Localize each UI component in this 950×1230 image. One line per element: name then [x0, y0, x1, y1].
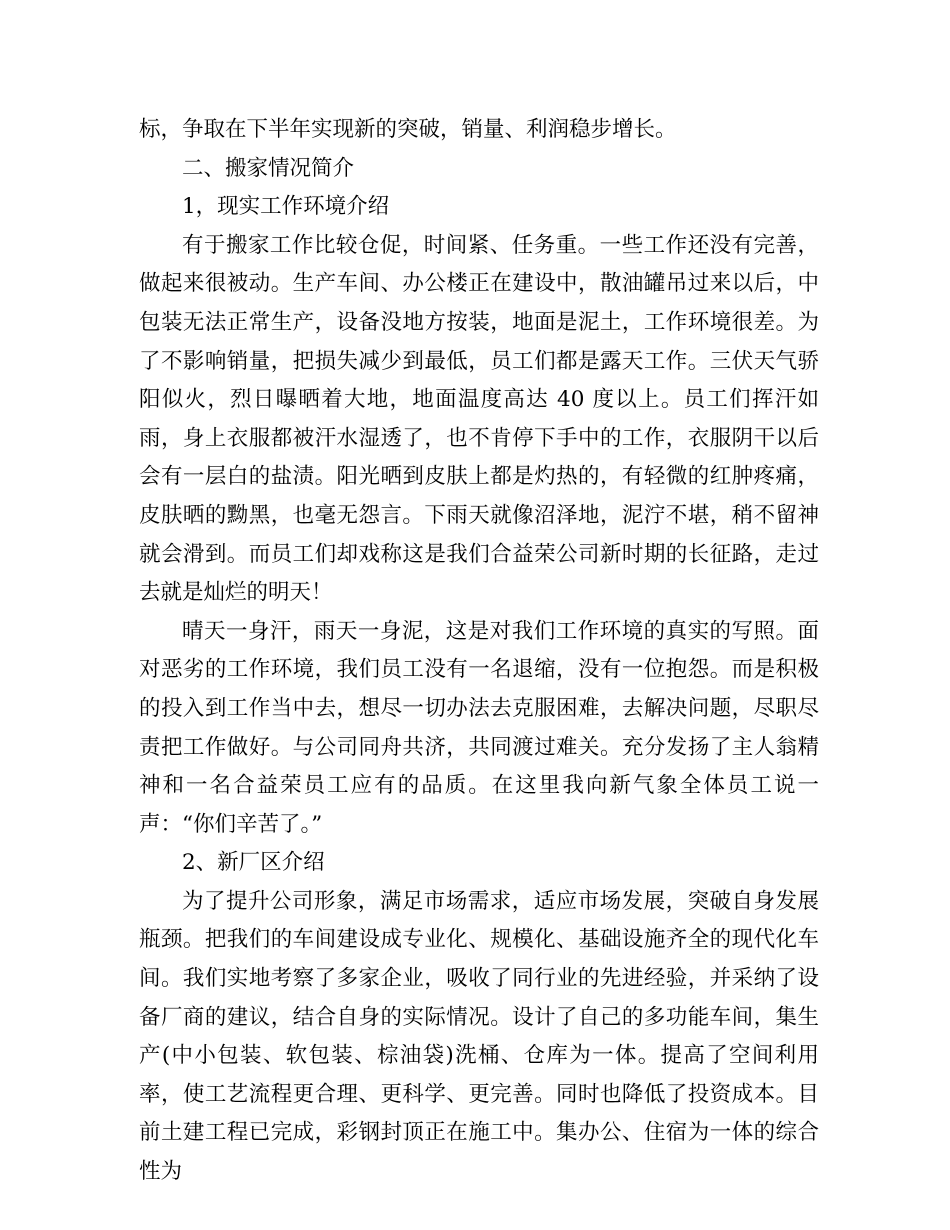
subsection-heading-work-environment: 1，现实工作环境介绍 [182, 194, 390, 220]
paragraph-work-environment: 有于搬家工作比较仓促，时间紧、任务重。一些工作还没有完善，做起来很被动。生产车间、办公楼正在建设中，散油罐吊过来以后，中包装无法正常生产，设备没地方按装，地面是泥土，工作环境很差。为了不影响销量，把损失减少到最低，员工们都是露天工作。三伏天气骄阳似火，烈日曝晒着大地，地面温度高达 40 度以上。员工们挥汗如雨，身上衣服都被汗水湿透了，也不肯停下手中的工作，衣服阴干以后会有一层白的盐渍。阳光晒到皮肤上都是灼热的，有轻微的红肿疼痛，皮肤晒的黝黑，也毫无怨言。下雨天就像沼泽地，泥泞不堪，稍不留神就会滑到。而员工们却戏称这是我们合益荣公司新时期的长征路，走过去就是灿烂的明天！ [139, 232, 819, 606]
document-body [139, 111, 819, 1192]
section-heading-moving-overview: 二、搬家情况简介 [182, 155, 355, 181]
paragraph-new-plant: 为了提升公司形象，满足市场需求，适应市场发展，突破自身发展瓶颈。把我们的车间建设成专业化、规模化、基础设施齐全的现代化车间。我们实地考察了多家企业，吸收了同行业的先进经验，并采纳了设备厂商的建议，结合自身的实际情况。设计了自己的多功能车间，集生产(中小包装、软包装、棕油袋)洗桶、仓库为一体。提高了空间利用率，使工艺流程更合理、更科学、更完善。同时也降低了投资成本。目前土建工程已完成，彩钢封顶正在施工中。集办公、住宿为一体的综合性为 [139, 888, 819, 1185]
paragraph-continuation: 标，争取在下半年实现新的突破，销量、利润稳步增长。 [139, 117, 677, 142]
paragraph-staff-spirit: 晴天一身汗，雨天一身泥，这是对我们工作环境的真实的写照。面对恶劣的工作环境，我们员工没有一名退缩，没有一位抱怨。而是积极的投入到工作当中去，想尽一切办法去克服困难，去解决问题，尽职尽责把工作做好。与公司同舟共济，共同渡过难关。充分发扬了主人翁精神和一名合益荣员工应有的品质。在这里我向新气象全体员工说一声：“你们辛苦了。” [139, 618, 819, 837]
subsection-heading-new-plant: 2、新厂区介绍 [182, 850, 325, 876]
